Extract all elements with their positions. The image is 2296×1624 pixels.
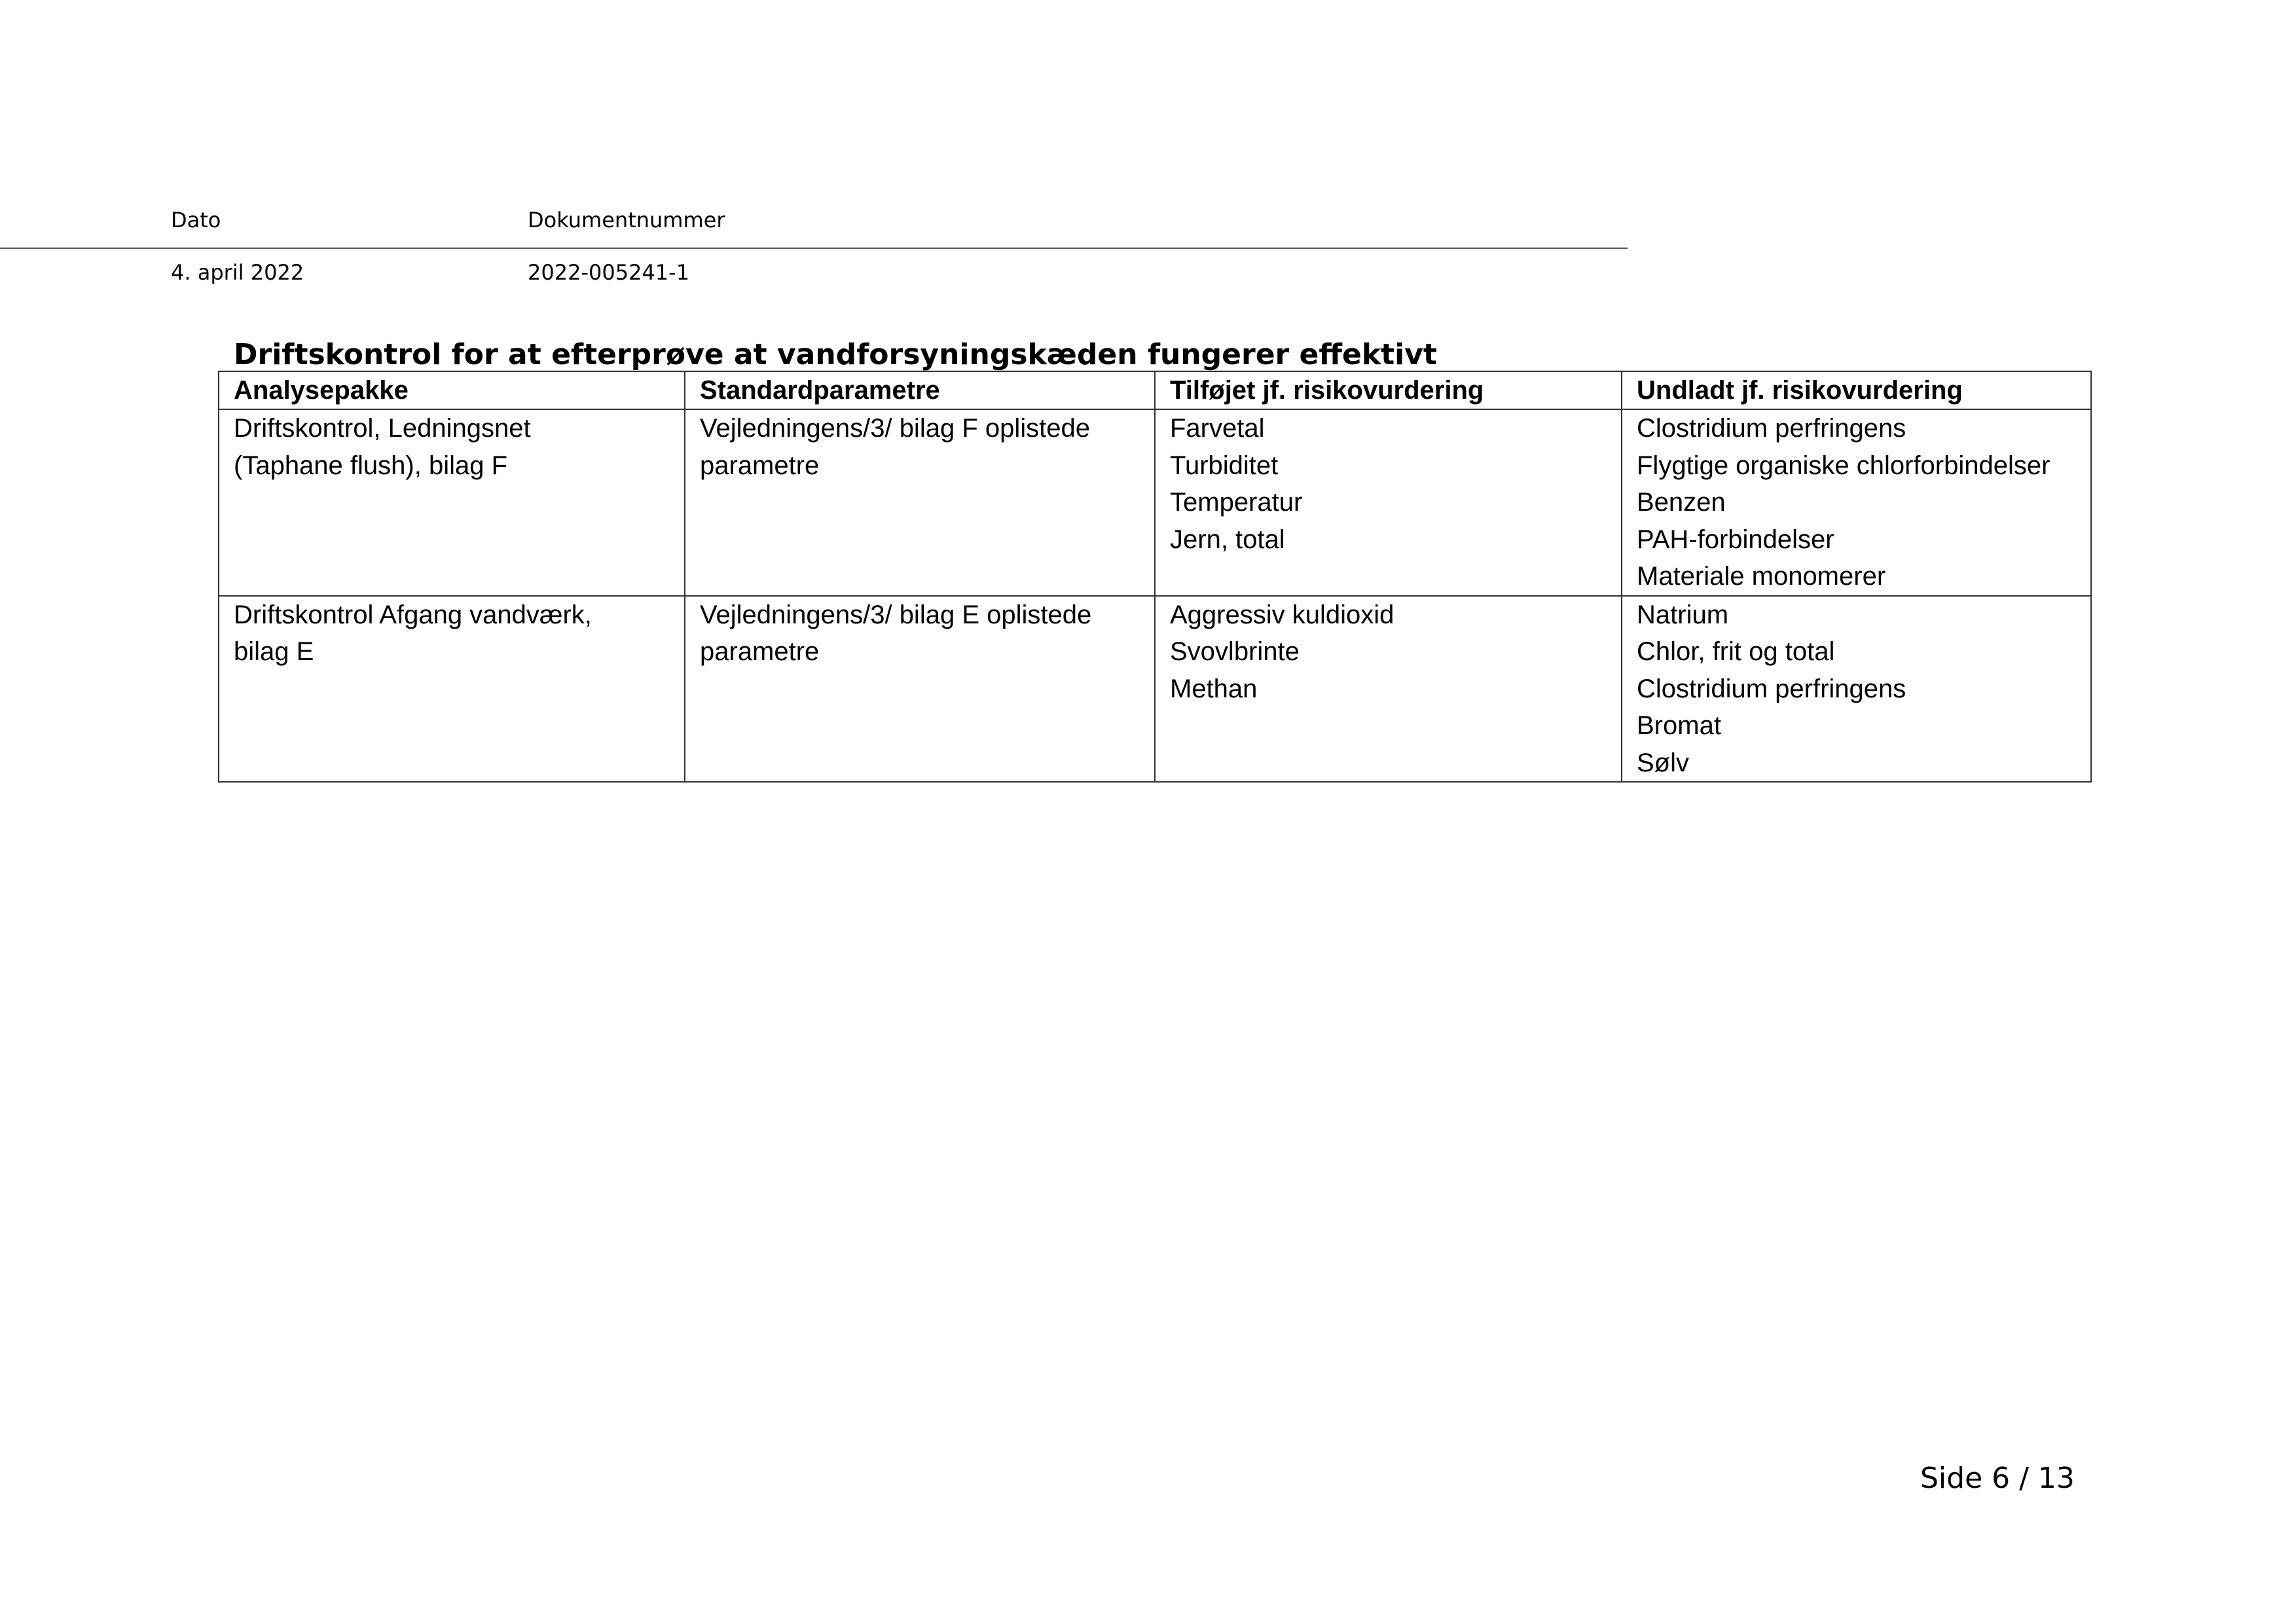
cell-standard-parameters [685,409,1155,596]
column-header-omitted-risk-assessment: Undladt jf. risikovurdering [1622,371,2091,409]
cell-line: Driftskontrol, Ledningsnet [234,414,531,443]
cell-line: Vejledningens/3/ bilag E oplistede [700,600,1092,629]
cell-omitted-parameters [1622,409,2091,596]
cell-analysis-package [219,596,685,783]
cell-line: PAH-forbindelser [1637,525,1834,554]
cell-analysis-package [219,409,685,596]
analysis-table [218,371,2092,783]
table-row [219,596,2091,783]
cell-line: Clostridium perfringens [1637,674,1906,703]
column-header-analysis-package: Analysepakke [219,371,685,409]
column-header-added-risk-assessment: Tilføjet jf. risikovurdering [1155,371,1622,409]
cell-line: Chlor, frit og total [1637,637,1835,666]
cell-line: Jern, total [1170,525,1285,554]
cell-line: Bromat [1637,711,1721,740]
cell-line: Materiale monomerer [1637,562,1886,591]
cell-line: parametre [700,637,820,666]
cell-line: Natrium [1637,600,1729,629]
section-heading: Driftskontrol for at efterprøve at vandforsyningskæden fungerer effektivt [234,338,1437,371]
column-header-standard-parameters: Standardparametre [685,371,1155,409]
cell-line: bilag E [234,637,314,666]
cell-standard-parameters [685,596,1155,783]
cell-omitted-parameters [1622,596,2091,783]
header-divider [0,248,1628,249]
cell-line: Temperatur [1170,488,1303,517]
document-number-label: Dokumentnummer [528,208,725,232]
date-value: 4. april 2022 [171,260,304,285]
cell-line: Svovlbrinte [1170,637,1300,666]
cell-line: Sølv [1637,748,1689,777]
date-label: Dato [171,208,221,232]
cell-line: Driftskontrol Afgang vandværk, [234,600,592,629]
cell-line: Vejledningens/3/ bilag F oplistede [700,414,1090,443]
document-number-value: 2022-005241-1 [528,260,690,285]
cell-line: Clostridium perfringens [1637,414,1906,443]
cell-line: parametre [700,451,820,480]
cell-line: Benzen [1637,488,1726,517]
cell-line: Farvetal [1170,414,1265,443]
table-header-row [219,371,2091,409]
page-number: Side 6 / 13 [1920,1462,2075,1495]
cell-added-parameters [1155,596,1622,783]
cell-line: (Taphane flush), bilag F [234,451,508,480]
cell-line: Methan [1170,674,1258,703]
cell-added-parameters [1155,409,1622,596]
cell-line: Aggressiv kuldioxid [1170,600,1394,629]
cell-line: Turbiditet [1170,451,1279,480]
cell-line: Flygtige organiske chlorforbindelser [1637,451,2050,480]
table-row [219,409,2091,596]
